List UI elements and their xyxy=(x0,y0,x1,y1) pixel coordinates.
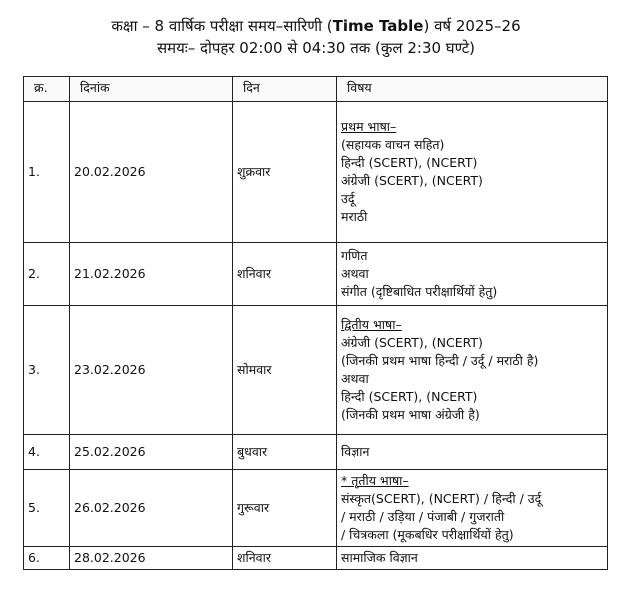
subject-line: अंग्रेजी (SCERT), (NCERT) xyxy=(341,173,483,188)
header-sno: क्र. xyxy=(24,77,70,102)
subject-line: विज्ञान xyxy=(341,444,370,459)
row-day: शनिवार xyxy=(233,243,337,306)
subject-line: अथवा xyxy=(341,266,369,281)
row-sno: 6. xyxy=(24,547,70,570)
table-row xyxy=(24,243,608,306)
subject-line: अंग्रेजी (SCERT), (NCERT) xyxy=(341,335,483,350)
subject-line: * तृतीय भाषा– xyxy=(341,473,409,488)
subject-line: गणित xyxy=(341,248,368,263)
header-subject: विषय xyxy=(337,77,608,102)
header-day: दिन xyxy=(233,77,337,102)
row-subject xyxy=(337,547,608,570)
row-day: गुरूवार xyxy=(233,470,337,547)
header-date: दिनांक xyxy=(70,77,233,102)
row-day: शुक्रवार xyxy=(233,102,337,243)
exam-time-subtitle: समयः– दोपहर 02:00 से 04:30 तक (कुल 2:30 घण्टे) xyxy=(156,39,476,57)
title-suffix: ) वर्ष 2025–26 xyxy=(423,17,521,35)
subject-line: प्रथम भाषा– xyxy=(341,119,397,134)
row-sno: 1. xyxy=(24,102,70,243)
row-subject xyxy=(337,102,608,243)
row-date: 26.02.2026 xyxy=(70,470,233,547)
row-subject xyxy=(337,470,608,547)
row-sno: 3. xyxy=(24,306,70,435)
row-date: 28.02.2026 xyxy=(70,547,233,570)
subject-line: (जिनकी प्रथम भाषा अंग्रेजी है) xyxy=(341,407,480,422)
row-date: 21.02.2026 xyxy=(70,243,233,306)
table-header-row xyxy=(24,77,608,102)
row-date: 23.02.2026 xyxy=(70,306,233,435)
page-title xyxy=(0,16,632,36)
table-row xyxy=(24,306,608,435)
subject-line: सामाजिक विज्ञान xyxy=(341,550,418,565)
subject-line: मराठी xyxy=(341,209,368,224)
subject-line: / मराठी / उड़िया / पंजाबी / गुजराती xyxy=(341,509,505,524)
row-date: 25.02.2026 xyxy=(70,435,233,470)
row-subject xyxy=(337,306,608,435)
subject-line: हिन्दी (SCERT), (NCERT) xyxy=(341,155,478,170)
row-day: शनिवार xyxy=(233,547,337,570)
row-sno: 4. xyxy=(24,435,70,470)
row-subject xyxy=(337,243,608,306)
subject-line: अथवा xyxy=(341,371,369,386)
row-subject xyxy=(337,435,608,470)
subject-line: संगीत (दृष्टिबाधित परीक्षार्थियों हेतु) xyxy=(341,284,498,299)
timetable xyxy=(23,76,608,570)
subject-line: उर्दू xyxy=(341,191,355,206)
table-row xyxy=(24,547,608,570)
table-row xyxy=(24,102,608,243)
row-day: सोमवार xyxy=(233,306,337,435)
subject-line: (सहायक वाचन सहित) xyxy=(341,137,445,152)
subject-line: द्वितीय भाषा– xyxy=(341,317,402,332)
title-bold: Time Table xyxy=(332,17,424,35)
row-sno: 2. xyxy=(24,243,70,306)
row-day: बुधवार xyxy=(233,435,337,470)
title-prefix: कक्षा – 8 वार्षिक परीक्षा समय–सारिणी ( xyxy=(111,17,333,35)
subject-line: संस्कृत(SCERT), (NCERT) / हिन्दी / उर्दू xyxy=(341,491,542,506)
subject-line: (जिनकी प्रथम भाषा हिन्दी / उर्दू / मराठी है) xyxy=(341,353,539,368)
row-date: 20.02.2026 xyxy=(70,102,233,243)
table-row xyxy=(24,435,608,470)
table-row xyxy=(24,470,608,547)
row-sno: 5. xyxy=(24,470,70,547)
subject-line: हिन्दी (SCERT), (NCERT) xyxy=(341,389,478,404)
subject-line: / चित्रकला (मूकबधिर परीक्षार्थियों हेतु) xyxy=(341,527,514,542)
